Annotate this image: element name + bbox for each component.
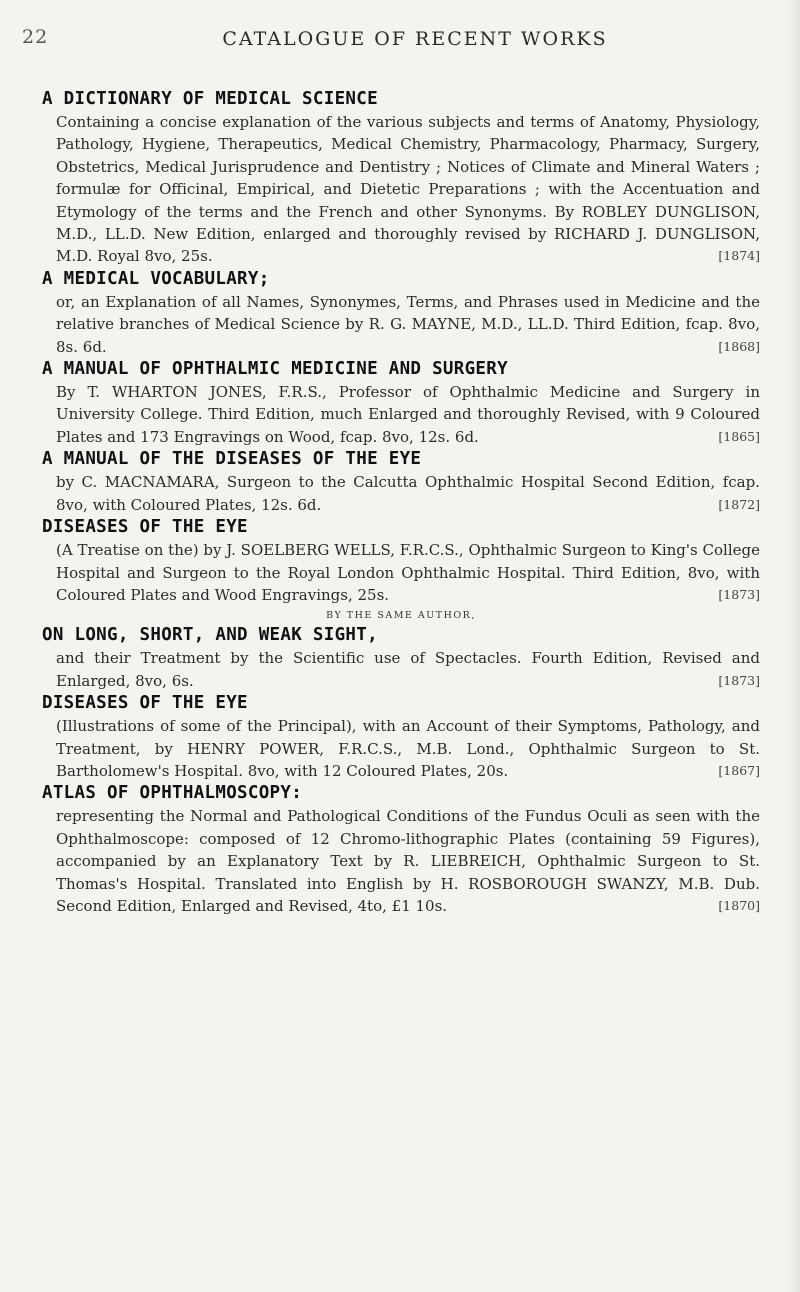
entry-title: DISEASES OF THE EYE [42,517,248,538]
catalogue-entry [42,692,760,782]
catalogue-entry [42,782,760,917]
catalogue-entry [42,448,760,516]
catalogue-list [42,88,760,917]
entry-date: [1873] [718,586,760,602]
entry-description [56,647,760,692]
entry-title: DISEASES OF THE EYE [42,693,248,714]
entry-title: A DICTIONARY OF MEDICAL SCIENCE [42,89,378,109]
running-head: CATALOGUE OF RECENT WORKS [222,28,608,50]
entry-text: by C. MACNAMARA, Surgeon to the Calcutta Ophthalmic Hospital Second Edition, fcap. 8vo, with Coloured Plates, 12s. 6d. [56,473,760,514]
entry-text: and their Treatment by the Scientific use of Spectacles. Fourth Edition, Revised and Enlarged, 8vo, 6s. [56,649,760,690]
catalogue-entry [42,624,760,692]
entry-description [56,111,760,268]
entry-date: [1872] [718,496,760,512]
entry-date: [1873] [718,672,760,688]
entry-description [56,291,760,358]
entry-description [56,715,760,782]
entry-description [56,471,760,516]
entry-title: A MANUAL OF OPHTHALMIC MEDICINE AND SURGERY [42,359,508,380]
page-number: 22 [22,26,49,48]
catalogue-entry [42,88,760,268]
entry-title: A MANUAL OF THE DISEASES OF THE EYE [42,449,422,470]
entry-description [56,381,760,448]
same-author-note: BY THE SAME AUTHOR, [326,610,476,622]
entry-title: A MEDICAL VOCABULARY; [42,268,270,289]
entry-date: [1865] [718,428,760,444]
entry-text: (A Treatise on the) by J. SOELBERG WELLS, F.R.C.S., Ophthalmic Surgeon to King's College Hospital and Surgeon to the Royal London Ophthalmic Hospital. Third Edition, 8vo, with Coloured Plates and Wood Engravings, 25s. [56,541,760,604]
catalogue-entry [42,516,760,624]
entry-text: By T. WHARTON JONES, F.R.S., Professor of Ophthalmic Medicine and Surgery in University College. Third Edition, much Enlarged and thoroughly Revised, with 9 Coloured Plates and 173 Engravings on Wood, fcap. 8vo, 12s. 6d. [56,383,760,446]
entry-date: [1867] [718,762,760,778]
entry-date: [1870] [718,897,760,913]
entry-description [56,805,760,917]
catalogue-entry [42,268,760,358]
entry-date: [1868] [718,338,760,354]
entry-date: [1874] [718,248,760,264]
entry-title: ON LONG, SHORT, AND WEAK SIGHT, [42,625,378,646]
entry-title: ATLAS OF OPHTHALMOSCOPY: [42,783,303,804]
entry-text: Containing a concise explanation of the various subjects and terms of Anatomy, Physiology, Pathology, Hygiene, Therapeutics, Medical Chemistry, Pharmacology, Pharmacy, Surgery, Obstetrics, Medical Jurisprudence and Dentistry ; Notices of Climate and Mineral Waters ; formulæ for Officinal, Empirical, and Dietetic Preparations ; with the Accentuation and Etymology of the terms and the French and other Synonyms. By ROBLEY DUNGLISON, M.D., LL.D. New Edition, enlarged and thoroughly revised by RICHARD J. DUNGLISON, M.D. Royal 8vo, 25s. [56,113,760,266]
entry-text: representing the Normal and Pathological Conditions of the Fundus Oculi as seen with the Ophthalmoscope: composed of 12 Chromo-lithographic Plates (containing 59 Figures), accompanied by an Explanatory Text by R. LIEBREICH, Ophthalmic Surgeon to St. Thomas's Hospital. Translated into English by H. ROSBOROUGH SWANZY, M.B. Dub. Second Edition, Enlarged and Revised, 4to, £1 10s. [56,807,760,915]
entry-description [56,539,760,606]
catalogue-entry [42,358,760,448]
entry-text: or, an Explanation of all Names, Synonymes, Terms, and Phrases used in Medicine and the relative branches of Medical Science by R. G. MAYNE, M.D., LL.D. Third Edition, fcap. 8vo, 8s. 6d. [56,292,760,356]
entry-text: (Illustrations of some of the Principal), with an Account of their Symptoms, Pathology, and Treatment, by HENRY POWER, F.R.C.S., M.B. Lond., Ophthalmic Surgeon to St. Bartholomew's Hospital. 8vo, with 12 Coloured Plates, 20s. [56,717,760,780]
page-edge-shadow [786,0,800,1292]
